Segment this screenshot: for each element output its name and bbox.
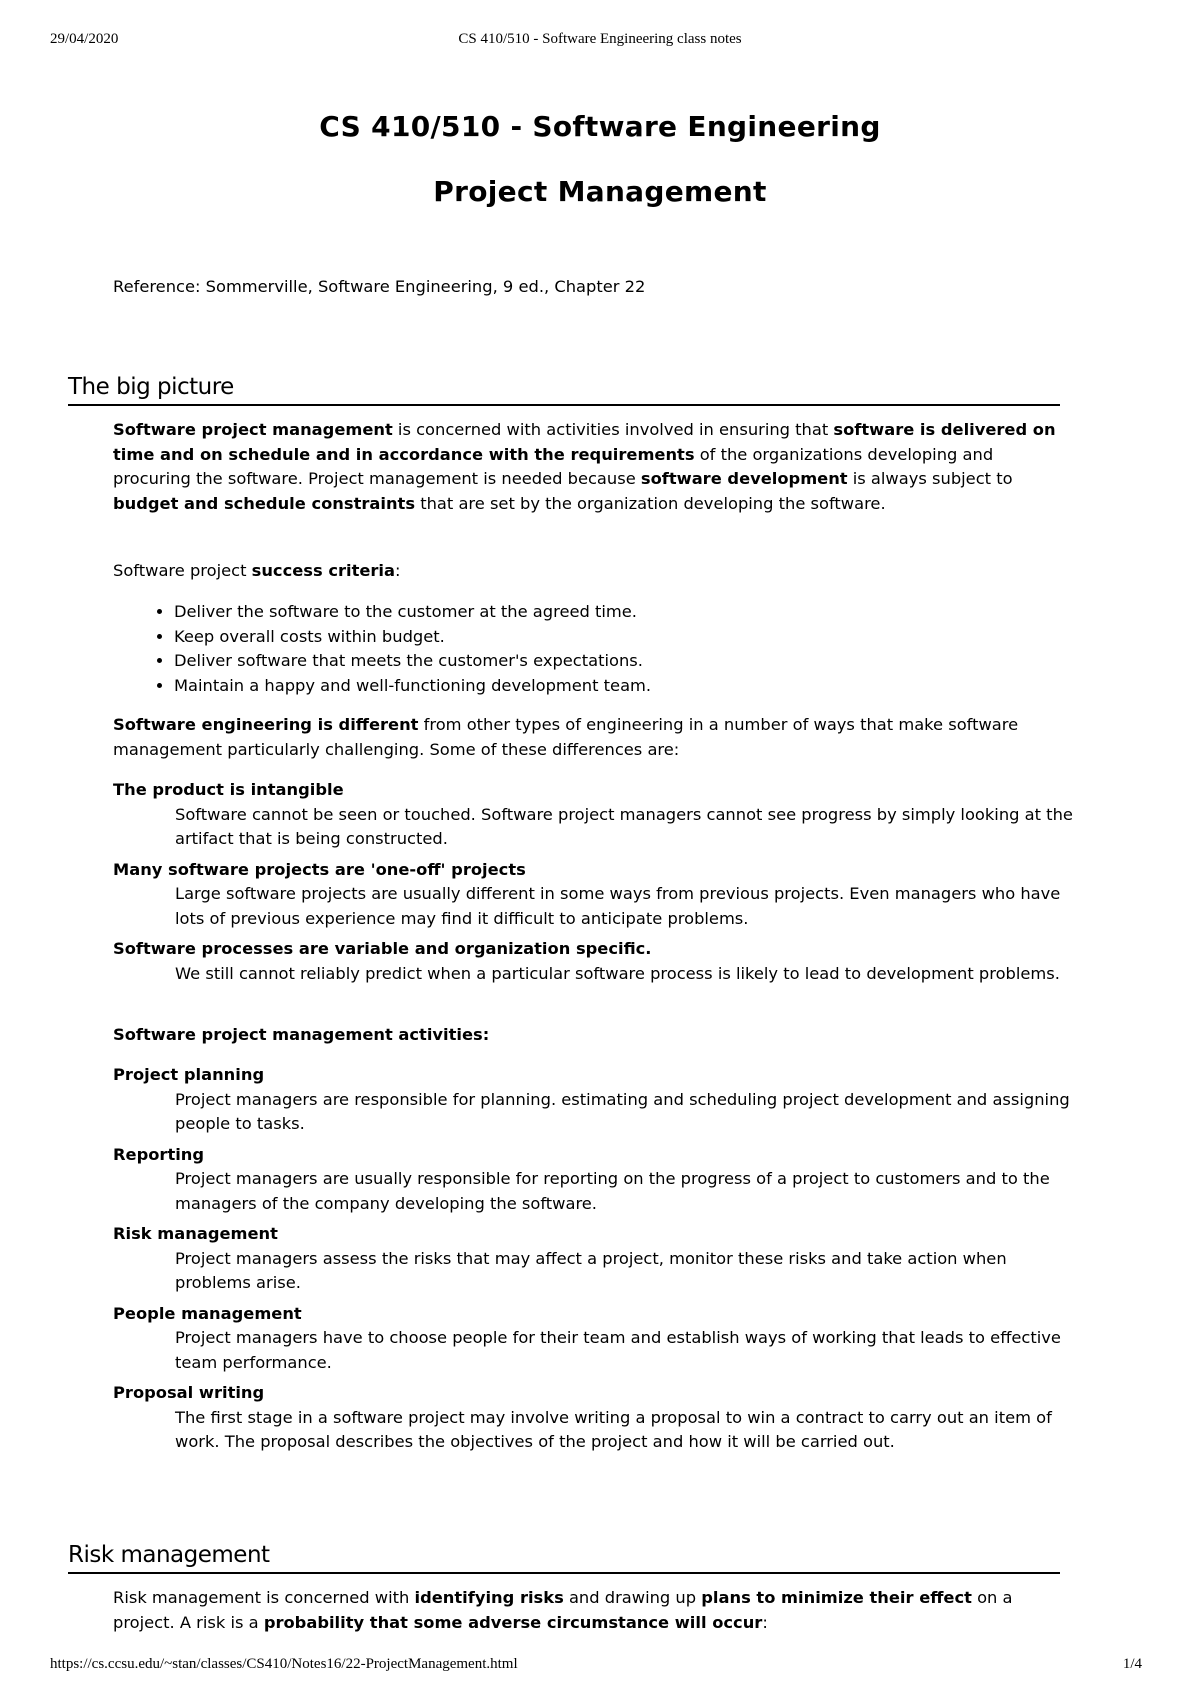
section-heading-risk-management: Risk management (68, 1541, 1060, 1574)
intro-bold-phrase: software development (640, 469, 848, 488)
definition-term: Reporting (113, 1144, 205, 1164)
intro-text: of the organizations developing and procuring the software. Project management is needed because (113, 444, 994, 488)
differences-list (113, 778, 1073, 986)
list-item: • Deliver the software to the customer at the agreed time. (174, 600, 1074, 625)
risk-bold: identifying risks (414, 1588, 564, 1607)
definition-term: Risk management (113, 1224, 278, 1243)
differences-text: from other types of engineering in a number of ways that make software management particularly challenging. Some of these differences are: (113, 715, 1019, 759)
activities-heading-text: Software project management activities: (113, 1025, 490, 1044)
intro-text: that are set by the organization developing the software. (415, 493, 886, 513)
definition-description: Project managers are responsible for planning. estimating and scheduling project development and assigning people to tasks. (175, 1089, 1070, 1133)
definition-description: Project managers have to choose people for their team and establish ways of working that leads to effective team performance. (175, 1328, 1061, 1372)
risk-paragraph (113, 1586, 1063, 1635)
definition-term: The product is intangible (113, 780, 344, 799)
reference-line: Reference: Sommerville, Software Engineering, 9 ed., Chapter 22 (113, 277, 646, 296)
print-header-title: CS 410/510 - Software Engineering class notes (458, 31, 742, 47)
definition-description: Project managers are usually responsible for reporting on the progress of a project to customers and to the managers of the company developing the software. (175, 1169, 1050, 1213)
intro-bold-phrase: budget and schedule constraints (113, 493, 416, 513)
success-criteria-list (113, 600, 1074, 698)
definition-term: People management (113, 1303, 302, 1323)
risk-text: Risk management is concerned with (113, 1588, 415, 1607)
definition-description: Large software projects are usually different in some ways from previous projects. Even managers who have lots of previous experience may find it difficult to anticipate problems. (175, 884, 1061, 928)
section-heading-big-picture: The big picture (68, 373, 1060, 406)
risk-text: on a project. A risk is a (113, 1588, 1013, 1632)
activities-list (113, 1063, 1073, 1455)
print-footer-url: https://cs.ccsu.edu/~stan/classes/CS410/Notes16/22-ProjectManagement.html (50, 1656, 518, 1672)
intro-bold-term: Software project management (113, 420, 393, 439)
activities-heading (113, 1023, 1063, 1048)
criteria-prefix: Software project (113, 561, 252, 580)
risk-bold: plans to minimize their effect (701, 1588, 972, 1607)
criteria-suffix: : (395, 561, 401, 580)
intro-text: is always subject to (847, 469, 1013, 488)
differences-bold: Software engineering is different (113, 715, 419, 734)
print-date: 29/04/2020 (50, 31, 119, 47)
intro-paragraph (113, 418, 1063, 516)
page-number: 1/4 (1122, 1656, 1142, 1672)
risk-text: and drawing up (563, 1588, 702, 1607)
intro-text: is concerned with activities involved in ensuring that (392, 420, 834, 439)
success-criteria-intro (113, 559, 1063, 584)
intro-bold-phrase: software is delivered on time and on schedule and in accordance with the requirements (113, 420, 1056, 464)
definition-description: We still cannot reliably predict when a particular software process is likely to lead to development problems. (175, 963, 1060, 983)
definition-description: Software cannot be seen or touched. Software project managers cannot see progress by simply looking at the artifact that is being constructed. (175, 804, 1073, 848)
list-item: • Maintain a happy and well-functioning development team. (174, 674, 1074, 699)
list-item: • Keep overall costs within budget. (174, 625, 1074, 650)
definition-term: Many software projects are 'one-off' projects (113, 859, 526, 879)
page-subtitle: Project Management (433, 175, 767, 208)
definition-term: Software processes are variable and organization specific. (113, 939, 652, 958)
definition-description: Project managers assess the risks that may affect a project, monitor these risks and take action when problems arise. (175, 1248, 1007, 1292)
definition-term: Proposal writing (113, 1383, 265, 1402)
criteria-bold: success criteria (251, 561, 395, 580)
definition-term: Project planning (113, 1065, 265, 1084)
list-item: • Deliver software that meets the customer's expectations. (174, 649, 1074, 674)
differences-intro (113, 713, 1063, 762)
risk-bold: probability that some adverse circumstance will occur (263, 1612, 763, 1632)
page-title: CS 410/510 - Software Engineering (319, 110, 881, 143)
risk-text: : (762, 1612, 768, 1632)
definition-description: The first stage in a software project may involve writing a proposal to win a contract to carry out an item of work. The proposal describes the objectives of the project and how it will be carried out. (175, 1407, 1052, 1451)
